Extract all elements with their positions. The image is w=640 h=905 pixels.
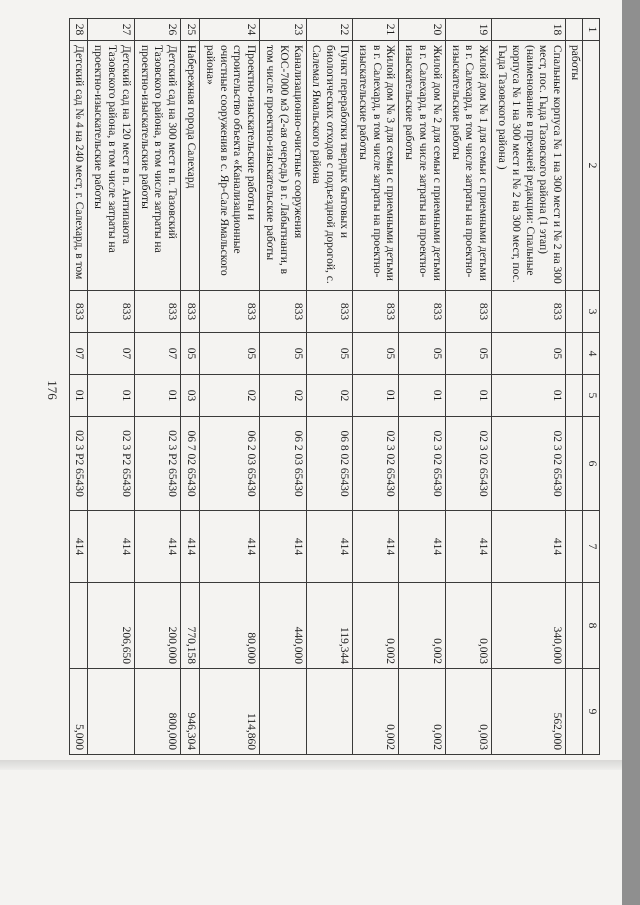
cell-c6: 02 3 Р2 65430 [88,417,134,511]
cell-c3: 833 [69,291,88,333]
cell-c7: 414 [306,511,352,583]
cell-c4: 07 [134,333,180,375]
cell-c6: 02 3 Р2 65430 [69,417,88,511]
header-cell-3: 3 [583,291,600,333]
cell-c3: 833 [445,291,491,333]
cell-name: Набережная города Салехард [181,41,200,291]
cell-c7: 414 [445,511,491,583]
cell-c5: 02 [260,375,306,417]
cell-c9: 946,304 [181,669,200,755]
cell-c9: 5,000 [69,669,88,755]
cell-c9: 0,003 [445,669,491,755]
budget-table [69,18,600,755]
table-row [492,19,566,755]
cell-c4: 05 [260,333,306,375]
cell-c4: 05 [306,333,352,375]
header-cell-8: 8 [583,583,600,669]
cell-c9 [260,669,306,755]
cell-num: 18 [492,19,566,41]
cell-c5: 01 [445,375,491,417]
header-cell-9: 9 [583,669,600,755]
cell-c4: 07 [69,333,88,375]
table-row [134,19,180,755]
cell-c8: 200,000 [134,583,180,669]
cell-c3: 833 [88,291,134,333]
header-cell-7: 7 [583,511,600,583]
cell-c6: 02 3 Р2 65430 [134,417,180,511]
header-cell-6: 6 [583,417,600,511]
cell-c3: 833 [181,291,200,333]
cell-name: Жилой дом № 1 для семьи с приемными детьми в г. Салехард, в том числе затраты на проектно-изыскательские работы [445,41,491,291]
cell-c7: 414 [134,511,180,583]
cell-num: 26 [134,19,180,41]
cell-c6: 02 3 02 65430 [399,417,445,511]
cell-c8: 0,002 [399,583,445,669]
cell-name: Пункт переработки твердых бытовых и биологических отходов с подъездной дорогой, с. Салемал Ямальского района [306,41,352,291]
cell-c8: 440,000 [260,583,306,669]
cell-c3: 833 [306,291,352,333]
cell-c8: 340,000 [492,583,566,669]
cell-c9 [88,669,134,755]
cell-name: Спальные корпуса № 1 на 300 мест и № 2 на 300 мест, пос. Гыда Тазовского района (1 этап) (наименование в прежней редакции: Спальные корпуса № 1 на 300 мест и № 2 на 300 мест, пос. Гыда Тазовского района ) [492,41,566,291]
cell-num: 27 [88,19,134,41]
cell-c3: 833 [492,291,566,333]
cell-c8: 0,003 [445,583,491,669]
cell-c7: 414 [260,511,306,583]
cell-num: 25 [181,19,200,41]
table-row [399,19,445,755]
cell-c4: 05 [492,333,566,375]
cell-c5: 01 [88,375,134,417]
cell-num: 22 [306,19,352,41]
cell-c6: 06 8 02 65430 [306,417,352,511]
cell-c7: 414 [69,511,88,583]
cell-c5: 01 [353,375,399,417]
cell-c3: 833 [134,291,180,333]
cell-c4: 05 [399,333,445,375]
table-row [306,19,352,755]
cell-c4: 05 [353,333,399,375]
header-cell-4: 4 [583,333,600,375]
cell-c8: 0,002 [353,583,399,669]
cell-c5: 01 [399,375,445,417]
header-row [583,19,600,755]
cell-c9 [306,669,352,755]
table-row [88,19,134,755]
table-row [69,19,88,755]
cell-c9: 562,000 [492,669,566,755]
cell-num: 24 [200,19,260,41]
cell-num: 23 [260,19,306,41]
cell-c3: 833 [399,291,445,333]
cell-c5: 01 [69,375,88,417]
cell-c7: 414 [492,511,566,583]
cell-name: Канализационно-очистные сооружения КОС-7000 м3 (2-ая очередь) в г. Лабытнанги, в том числе проектно-изыскательские работы [260,41,306,291]
scan-shadow [0,760,622,770]
cell-c5: 02 [306,375,352,417]
cell-num: 28 [69,19,88,41]
cell-num: 20 [399,19,445,41]
cell-c4: 05 [445,333,491,375]
cell-name: Жилой дом № 3 для семьи с приемными детьми в г. Салехард, в том числе затраты на проектно-изыскательские работы [353,41,399,291]
rotated-table-wrapper [73,18,600,754]
cell-c8: 119,344 [306,583,352,669]
cell-c7: 414 [353,511,399,583]
cell-c9: 0,002 [399,669,445,755]
cell-c4: 05 [181,333,200,375]
table-row [200,19,260,755]
table-row [445,19,491,755]
cell-c6: 02 3 02 65430 [492,417,566,511]
cell-c4: 05 [200,333,260,375]
table-body [69,19,582,755]
cell-c9: 800,000 [134,669,180,755]
cell-name: Детский сад на 120 мест в п. Антипаюта Тазовского района, в том числе затраты на проектно-изыскательские работы [88,41,134,291]
cell-c6: 02 3 02 65430 [445,417,491,511]
cell-num: 21 [353,19,399,41]
cell-c3: 833 [200,291,260,333]
continuation-row [566,19,583,755]
table-row [181,19,200,755]
page-number: 176 [44,380,60,400]
cell-c6: 02 3 02 65430 [353,417,399,511]
cell-c8: 80,000 [200,583,260,669]
cell-c8: 206,650 [88,583,134,669]
header-cell-1: 1 [583,19,600,41]
cell-c5: 02 [200,375,260,417]
header-cell-5: 5 [583,375,600,417]
cell-c3: 833 [353,291,399,333]
table-row [260,19,306,755]
cell-c3: 833 [260,291,306,333]
cell-name: Детский сад № 4 на 240 мест, г. Салехард, в том [69,41,88,291]
cell-c7: 414 [181,511,200,583]
cell-c8 [69,583,88,669]
cell-c5: 01 [492,375,566,417]
cell-c7: 414 [88,511,134,583]
cell-c4: 07 [88,333,134,375]
cell-name: Жилой дом № 2 для семьи с приемными детьми в г. Салехард, в том числе затраты на проектно-изыскательские работы [399,41,445,291]
cell-c7: 414 [200,511,260,583]
cell-c6: 06 2 03 65430 [260,417,306,511]
cell-c6: 06 7 02 65430 [181,417,200,511]
cell-num: 19 [445,19,491,41]
cell-c9: 0,002 [353,669,399,755]
cell-c6: 06 2 03 65430 [200,417,260,511]
cell-c5: 01 [134,375,180,417]
cell-c8: 770,158 [181,583,200,669]
cell-c9: 114,860 [200,669,260,755]
cell-name: Детский сад на 300 мест в п. Тазовский Тазовского района, в том числе затраты на проектно-изыскательские работы [134,41,180,291]
header-cell-2: 2 [583,41,600,291]
table-row [353,19,399,755]
cell-c5: 03 [181,375,200,417]
cell-name: Проектно-изыскательские работы и строительство объекта «Канализационные очистные сооружения в с. Яр-Сале Ямальского района» [200,41,260,291]
cell-c7: 414 [399,511,445,583]
continuation-cell: работы [566,41,583,291]
